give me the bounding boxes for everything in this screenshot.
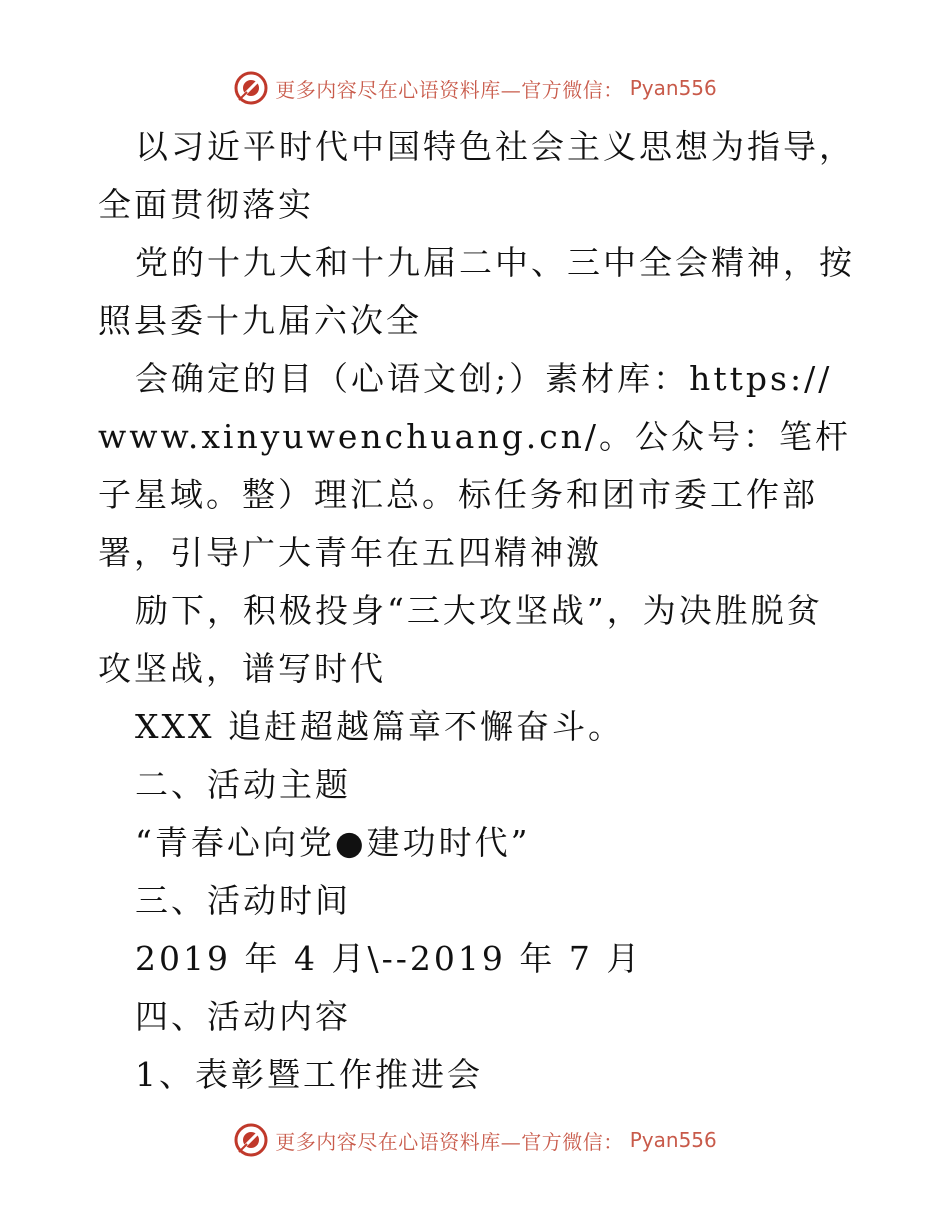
paragraph-4: 励下，积极投身“三大攻坚战”，为决胜脱贫攻坚战，谱写时代	[98, 591, 823, 688]
watermark-id: Pyan556	[629, 1128, 717, 1152]
paragraph-1: 以习近平时代中国特色社会主义思想为指导，全面贯彻落实	[98, 127, 855, 224]
content-item-1: 1、表彰暨工作推进会	[135, 1055, 483, 1094]
header-watermark	[0, 68, 950, 108]
activity-date-range: 2019 年 4 月\--2019 年 7 月	[135, 939, 643, 978]
section-heading-content: 四、活动内容	[135, 997, 351, 1036]
section-heading-theme: 二、活动主题	[135, 765, 351, 804]
document-body	[98, 118, 858, 1104]
paragraph-3: 会确定的目（心语文创;）素材库：https://www.xinyuwenchuang.cn/。公众号：笔杆子星域。整）理汇总。标任务和团市委工作部署，引导广大青年在五四精神激	[98, 359, 852, 572]
watermark-text: 更多内容尽在心语资料库—官方微信：	[275, 77, 624, 102]
footer-watermark	[0, 1120, 950, 1160]
theme-slogan: “青春心向党●建功时代”	[135, 823, 531, 862]
red-circle-logo-icon	[233, 1122, 269, 1158]
red-circle-logo-icon	[233, 70, 269, 106]
paragraph-5: XXX 追赶超越篇章不懈奋斗。	[135, 707, 624, 746]
watermark-text: 更多内容尽在心语资料库—官方微信：	[275, 1129, 624, 1154]
section-heading-time: 三、活动时间	[135, 881, 351, 920]
watermark-id: Pyan556	[629, 76, 717, 100]
paragraph-2: 党的十九大和十九届二中、三中全会精神，按照县委十九届六次全	[98, 243, 855, 340]
